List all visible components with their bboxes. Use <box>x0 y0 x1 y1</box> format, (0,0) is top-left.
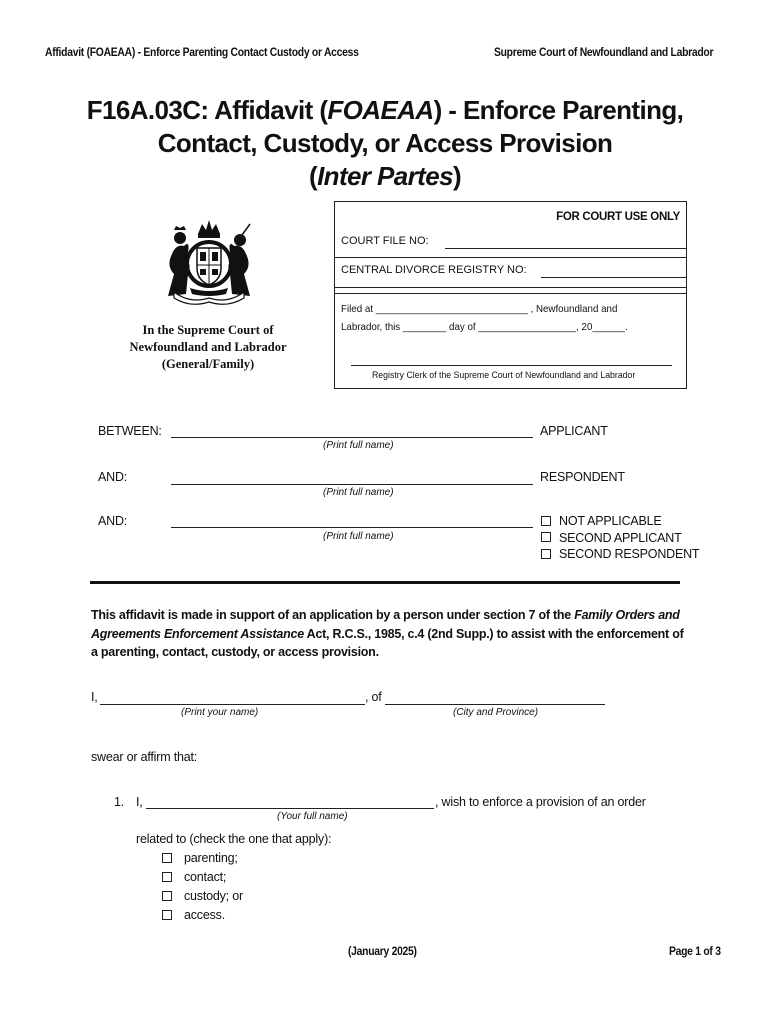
divider <box>335 257 686 258</box>
option-label: access. <box>184 908 225 922</box>
print-full-name-note: (Print full name) <box>323 531 394 542</box>
print-your-name-note: (Print your name) <box>181 707 259 718</box>
oath-of: , of <box>365 690 382 704</box>
form-title-line2: Contact, Custody, or Access Provision <box>157 128 613 158</box>
divorce-registry-field[interactable] <box>541 277 686 278</box>
option-second-applicant[interactable] <box>541 530 699 547</box>
option-label: SECOND RESPONDENT <box>559 547 700 561</box>
court-name-line1: In the Supreme Court of <box>142 323 274 337</box>
checkbox-icon[interactable] <box>541 549 551 559</box>
related-to-label: related to (check the one that apply): <box>136 832 332 846</box>
filed-line1: Filed at ____________________________ , Newfoundland and <box>341 303 618 315</box>
provision-options <box>162 849 243 925</box>
between-label: BETWEEN: <box>98 424 162 438</box>
third-party-name-field[interactable] <box>171 527 533 528</box>
applicant-label: APPLICANT <box>540 424 608 438</box>
title-suffix: ) - Enforce Parenting, <box>433 95 684 125</box>
item1-i: I, <box>136 795 143 809</box>
item1-suffix: , wish to enforce a provision of an order <box>435 795 646 809</box>
act-name: Family Orders and Agreements Enforcement Assistance <box>91 608 680 641</box>
print-full-name-note: (Print full name) <box>323 440 394 451</box>
footer-date: (January 2025) <box>348 946 417 958</box>
oath-i: I, <box>91 690 98 704</box>
and-label: AND: <box>98 514 128 528</box>
option-access[interactable] <box>162 906 243 925</box>
print-full-name-note: (Print full name) <box>323 487 394 498</box>
divorce-registry-label: CENTRAL DIVORCE REGISTRY NO: <box>341 264 527 276</box>
item-number: 1. <box>114 795 125 809</box>
and-label: AND: <box>98 470 128 484</box>
checkbox-icon[interactable] <box>162 872 172 882</box>
swear-affirm: swear or affirm that: <box>91 750 198 764</box>
intro-paragraph <box>91 606 691 662</box>
option-second-respondent[interactable] <box>541 546 699 563</box>
third-party-options <box>541 513 699 563</box>
checkbox-icon[interactable] <box>541 516 551 526</box>
court-name-line2: Newfoundland and Labrador <box>129 340 287 354</box>
intro-text: Act, R.C.S., 1985, c.4 (2nd Supp.) to assist with the enforcement of a parenting, contact, custody, or access provision. <box>91 626 684 659</box>
option-not-applicable[interactable] <box>541 513 699 530</box>
option-label: NOT APPLICABLE <box>559 514 662 528</box>
form-title-line3 <box>0 160 770 193</box>
court-name-line3: (General/Family) <box>161 357 255 371</box>
divider <box>335 293 686 294</box>
applicant-name-field[interactable] <box>171 437 533 438</box>
court-file-no-label: COURT FILE NO: <box>341 235 429 247</box>
court-file-no-field[interactable] <box>445 248 686 249</box>
clerk-signature-line[interactable] <box>351 365 672 366</box>
filed-line2: Labrador, this ________ day of __________________, 20______. <box>341 321 628 333</box>
title-paren-open: ( <box>309 161 318 191</box>
respondent-label: RESPONDENT <box>540 470 625 484</box>
title-inter-partes: Inter Partes <box>317 161 453 191</box>
court-use-box <box>334 201 687 389</box>
form-title-line1 <box>0 94 770 127</box>
intro-text: This affidavit is made in support of an application by a person under section 7 of the <box>91 608 575 622</box>
checkbox-icon[interactable] <box>541 532 551 542</box>
option-custody[interactable] <box>162 887 243 906</box>
checkbox-icon[interactable] <box>162 910 172 920</box>
option-label: contact; <box>184 870 227 884</box>
your-full-name-field[interactable] <box>146 808 434 809</box>
title-paren-close: ) <box>452 161 461 191</box>
option-parenting[interactable] <box>162 849 243 868</box>
city-province-note: (City and Province) <box>453 707 539 718</box>
coat-of-arms-icon <box>160 214 258 306</box>
your-full-name-note: (Your full name) <box>277 811 348 822</box>
title-prefix: F16A.03C: Affidavit ( <box>86 95 328 125</box>
option-label: parenting; <box>184 851 238 865</box>
court-name <box>110 322 306 373</box>
option-label: SECOND APPLICANT <box>559 530 682 545</box>
section-divider <box>90 581 680 584</box>
title-italic: FOAEAA <box>327 95 434 125</box>
divider <box>335 287 686 288</box>
registry-clerk-label: Registry Clerk of the Supreme Court of Newfoundland and Labrador <box>372 370 636 381</box>
city-province-field[interactable] <box>385 704 605 705</box>
checkbox-icon[interactable] <box>162 891 172 901</box>
respondent-name-field[interactable] <box>171 484 533 485</box>
header-right: Supreme Court of Newfoundland and Labrador <box>494 47 714 59</box>
option-contact[interactable] <box>162 868 243 887</box>
option-label: custody; or <box>184 889 243 903</box>
court-use-heading: FOR COURT USE ONLY <box>556 211 680 223</box>
checkbox-icon[interactable] <box>162 853 172 863</box>
page-number: Page 1 of 3 <box>669 946 721 958</box>
your-name-field[interactable] <box>100 704 365 705</box>
header-left: Affidavit (FOAEAA) - Enforce Parenting Contact Custody or Access <box>45 47 359 59</box>
